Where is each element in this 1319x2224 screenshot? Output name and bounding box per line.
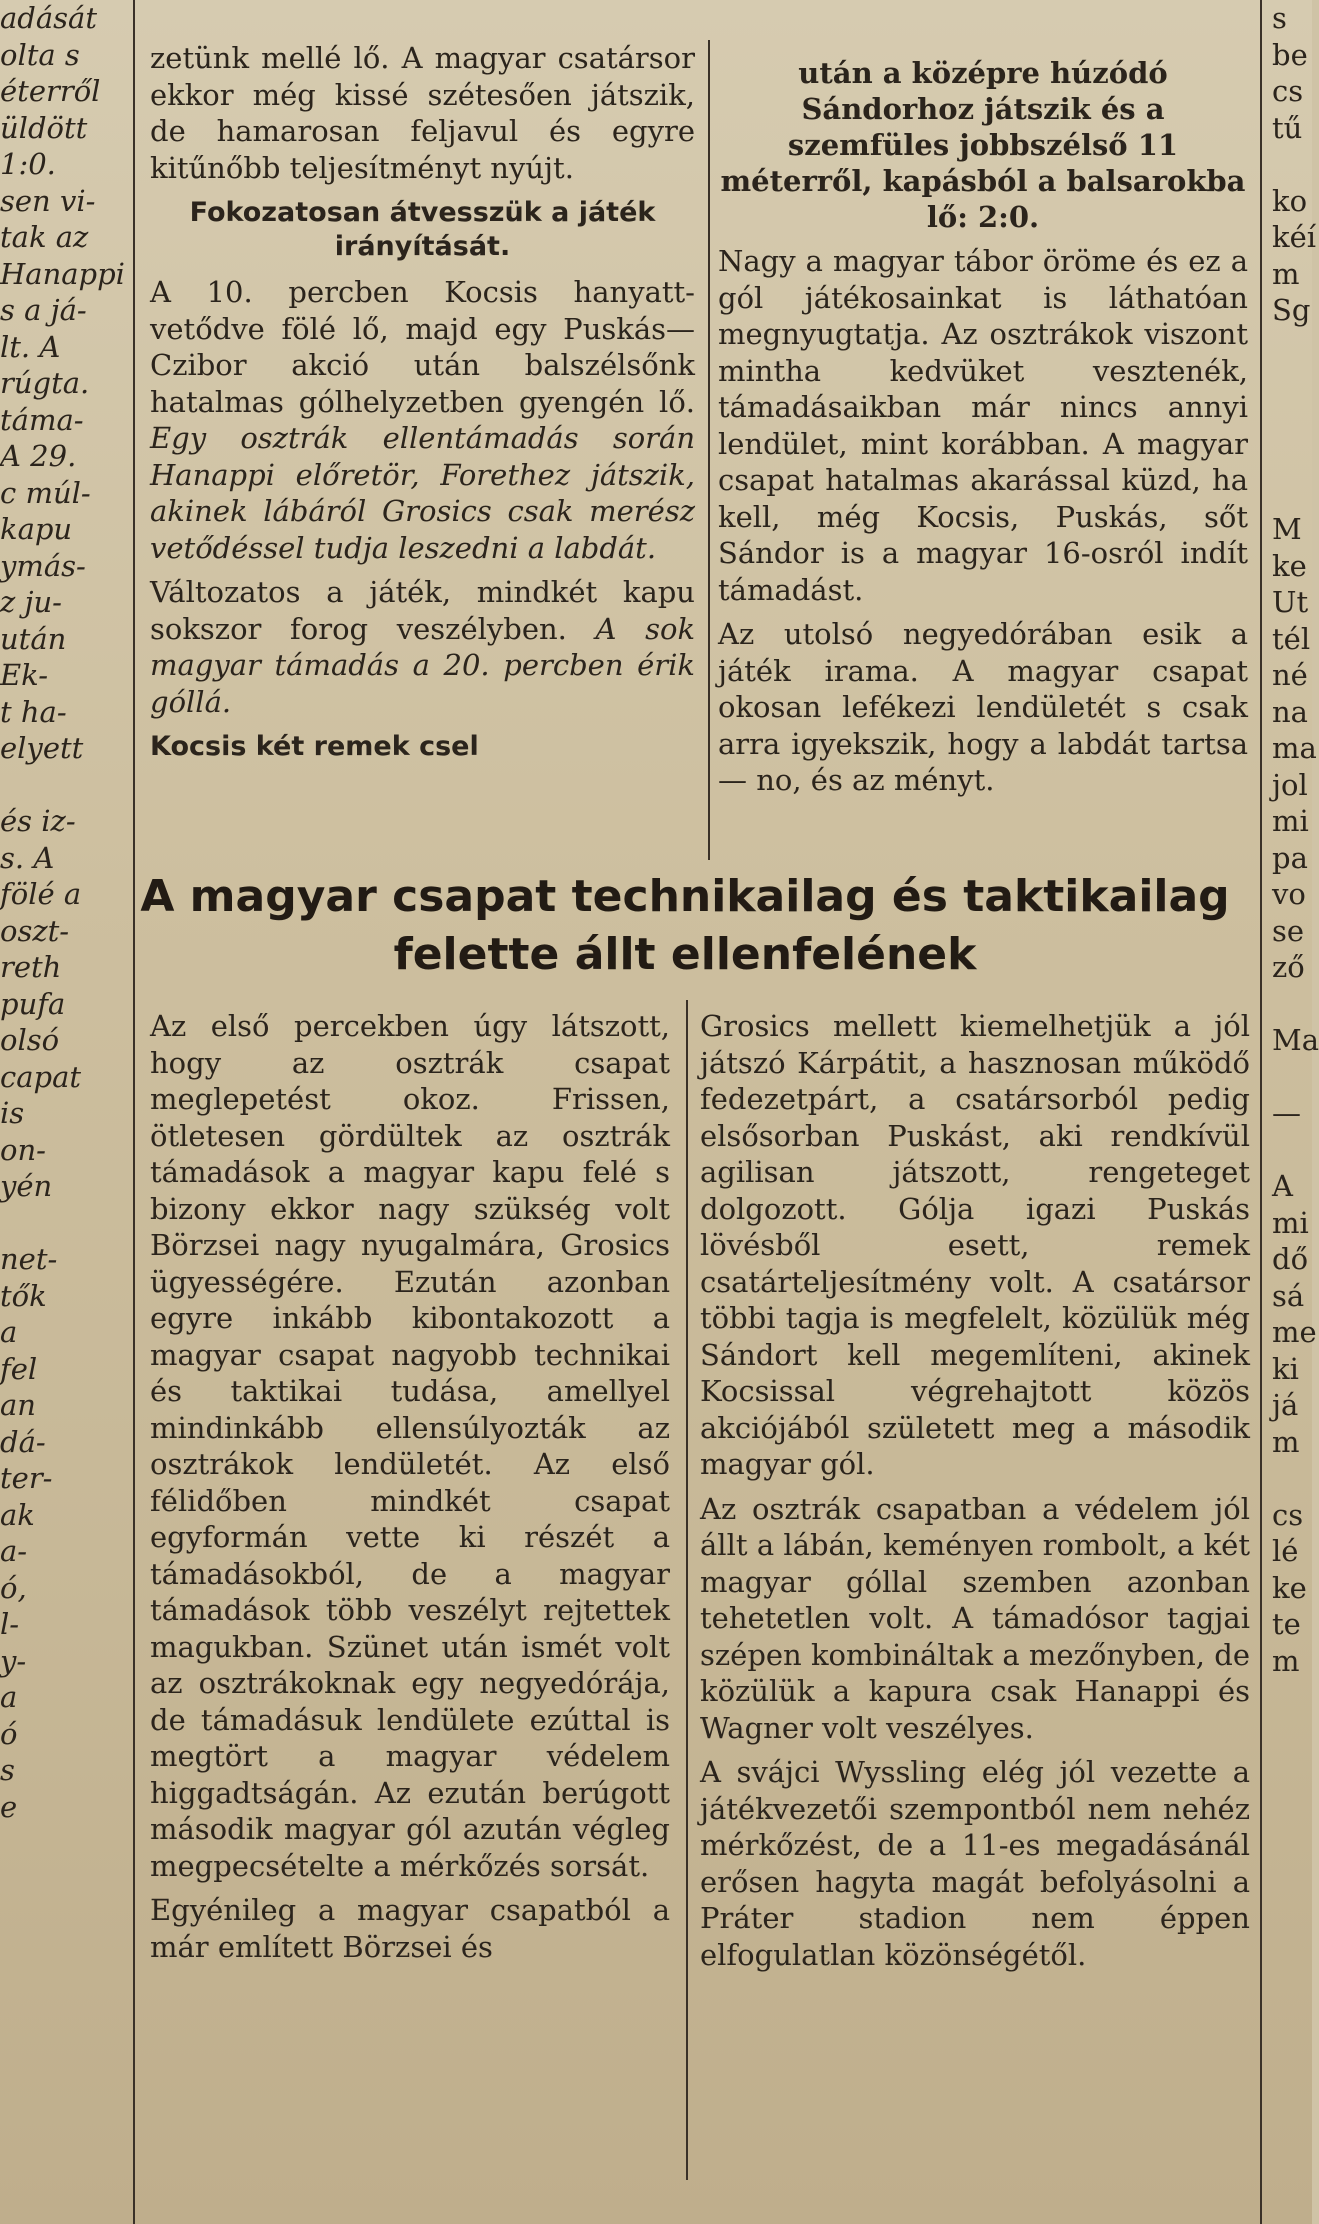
fragment-line: cs [1272,1497,1304,1532]
fragment-line: t ha- [0,694,67,729]
fragment-line: s. A [0,840,55,875]
fragment-line: jol [1272,767,1308,802]
fragment-line: ma [1272,731,1317,765]
headline-line-1: A magyar csapat technikailag és taktikailag [140,871,1230,922]
fragment-line: Ma [1272,1023,1319,1057]
fragment-line: olsó [0,1023,60,1057]
fragment-line: sen vi- [0,183,96,218]
fragment-line: m [1272,1643,1300,1678]
fragment-line: Ut [1272,585,1309,619]
paragraph [150,274,695,566]
fragment-line: is [0,1096,25,1130]
fragment-line: s a já- [0,293,87,327]
fragment-line: s [1272,1,1287,35]
paragraph: Grosics mellett kiemelhetjük a jól játszó Kárpátit, a hasznosan működő fedezetpárt, a csatársorból pedig elsősorban Puskást, aki rendkívül agilisan játszott, rengeteget dolgozott. Gólja igazi Puskás lövésből esett, remek csatárteljesítmény volt. A csatársor többi tagja is megfelelt, közülük még Sándort kell megemlíteni, akinek Kocsissal végrehajtott közös akciójából született meg a második magyar gól. [700,1009,1250,1481]
fragment-line [1272,475,1312,512]
fragment-line: — [1272,1096,1301,1130]
fragment-line: l- [0,1607,20,1641]
paragraph-text: Változatos a játék, mindkét kapu sokszor forog veszélyben. [150,575,695,646]
fragment-line: adását [0,1,97,35]
column-rule-middle-top [708,40,710,860]
fragment-line: já [1272,1388,1299,1422]
fragment-line [1272,986,1312,1023]
fragment-line [0,1205,128,1242]
paragraph-italic-text: A sok magyar támadás a 20. percben érik góllá. [150,611,696,719]
fragment-line [1272,329,1312,366]
fragment-line: Sg [1272,293,1311,327]
fragment-line: A [1272,1169,1293,1203]
fragment-line [1272,402,1312,439]
fragment-line: lé [1272,1534,1299,1568]
fragment-line: ke [1272,1570,1307,1605]
fragment-line: lt. A [0,329,61,364]
article-column-upper-right [718,55,1248,870]
fragment-line: M [1272,512,1302,546]
fragment-line: cs [1272,74,1304,108]
fragment-line: tű [1272,110,1303,145]
fragment-line: ter- [0,1461,53,1495]
fragment-line: kapu [0,512,73,546]
fragment-line: olta s [0,37,80,72]
paragraph: Nagy a magyar tábor öröme és ez a gól játékosainkat is láthatóan megnyugtatja. Az osztrákok viszont mintha kedvüket vesztenék, támadásaikban már nincs annyi lendület, mint korábban. A magyar csapat hatalmas akarással küzd, ha kell, még Kocsis, Puskás, sőt Sándor is a magyar 16-osról indít támadást. [718,244,1248,607]
fragment-line: ak [0,1497,35,1532]
fragment-line: A 29. [0,439,77,473]
fragment-line: z ju- [0,585,62,619]
right-fragment-column [1272,0,1319,2224]
fragment-line: ó [0,1716,18,1751]
fragment-line: net- [0,1242,58,1276]
paragraph: Az osztrák csapatban a védelem jól állt a lábán, keményen rombolt, a két magyar góllal szemben azonban tehetetlen volt. A támadósor tagjai szépen kombináltak a mezőnyben, de közülük a kapura csak Hanappi és Wagner volt veszélyes. [700,1491,1250,1745]
fragment-line: ke [1272,548,1307,583]
fragment-line: tők [0,1278,47,1313]
fragment-line: táma- [0,402,84,437]
headline-line-2: felette állt ellenfelének [393,929,977,980]
fragment-line: ymás- [0,548,86,583]
headline [120,868,1250,984]
paragraph [150,574,695,720]
left-fragment-column [0,0,128,2224]
fragment-line: yén [0,1169,53,1203]
fragment-line: és iz- [0,804,76,838]
subheading: Fokozatosan átvesszük a játék irányítását. [189,197,656,262]
fragment-line: tak az [0,220,89,254]
fragment-line: be [1272,37,1308,72]
fragment-line: után [0,621,67,656]
fragment-line [1272,438,1312,475]
fragment-line: reth [0,950,62,984]
fragment-line: na [1272,694,1308,729]
fragment-line: vo [1272,877,1306,911]
fragment-line: m [1272,1424,1300,1459]
fragment-line: kéí [1272,220,1317,254]
fragment-line: a- [0,1534,28,1568]
fragment-line [1272,1059,1312,1096]
fragment-line [0,1862,128,1899]
fragment-line: ki [1272,1351,1299,1386]
fragment-line [1272,365,1312,402]
fragment-line: éterről [0,74,101,108]
fragment-line: né [1272,658,1308,692]
paragraph: Az utolsó negyedórában esik a játék irama. A magyar csapat okosan lefékezi lendületét s csak arra igyekszik, hogy a labdát tartsa — no, és az ményt. [718,617,1248,797]
fragment-line: c múl- [0,475,91,510]
fragment-line: üldött [0,110,88,145]
fragment-line: ó, [0,1570,27,1605]
fragment-line [0,1825,128,1862]
article-column-upper-left [150,40,695,870]
subheading: Kocsis két remek csel [150,731,479,762]
fragment-line: an [0,1388,36,1422]
column-rule-left [133,0,135,2224]
paragraph: Egyénileg a magyar csapatból a már említett Börzsei és [150,1893,670,1964]
bold-lead-paragraph: után a középre húzódó Sándorhoz játszik és a szemfüles jobbszélső 11 méterről, kapásból a balsarokba lő: 2:0. [720,56,1246,234]
fragment-line [1272,1132,1312,1169]
column-rule-middle-bottom [686,1000,688,2180]
fragment-line: capat [0,1059,82,1094]
fragment-line: tél [1272,621,1311,656]
fragment-line: se [1272,913,1305,948]
paragraph: Az első percekben úgy látszott, hogy az osztrák csapat meglepetést okoz. Frissen, ötletesen gördültek az osztrák támadások a magyar kapu felé s bizony ekkor nagy szükség volt Börzsei nagy nyugalmára, Grosics ügyességére. Ezután azonban egyre inkább kibontakozott a magyar csapat nagyobb technikai és taktikai tudása, amellyel mindinkább ellensúlyozták az osztrákok lendületét. Az első félidőben mindkét csapat egyformán vette ki részét a támadásokból, de a magyar támadások több veszélyt rejtettek magukban. Szünet után ismét volt az osztrákoknak egy negyedórája, de támadásuk lendülete ezúttal is megtört a magyar védelem higgadtságán. Az ezután berúgott második magyar gól azután végleg megpecsételte a mérkőzés sorsát. [150,1009,670,1883]
fragment-line: rúgta. [0,366,90,400]
fragment-line: dő [1272,1242,1309,1276]
fragment-line [0,767,128,804]
fragment-line: ko [1272,183,1308,218]
fragment-line: mi [1272,804,1309,838]
fragment-line: te [1272,1607,1301,1641]
paragraph: zetünk mellé lő. A magyar csatársor ekkor még kissé szétesően játszik, de hamarosan feljavul és egyre kitűnőbb teljesítményt nyújt. [150,41,695,185]
fragment-line: a [0,1315,18,1349]
fragment-line: ző [1272,950,1305,984]
fragment-line: y- [0,1643,27,1678]
fragment-line: a [0,1680,18,1714]
column-rule-right [1260,0,1262,2224]
fragment-line: pufa [0,986,66,1021]
fragment-line: fölé a [0,877,82,911]
fragment-line: 1:0. [0,147,56,181]
fragment-line [1272,1460,1312,1497]
fragment-line: Hanappi [0,256,125,291]
fragment-line: Ek- [0,658,49,692]
fragment-line: elyett [0,731,84,765]
fragment-line: fel [0,1351,38,1386]
fragment-line: on- [0,1132,46,1167]
fragment-line: s [0,1753,15,1787]
fragment-line: m [1272,256,1300,291]
paragraph-text: A 10. percben Kocsis hanyatt-vetődve fölé lő, majd egy Puskás—Czibor akció után balszélsőnk hatalmas gólhelyzetben gyengén lő. [150,275,695,419]
article-column-lower-right [700,1008,1250,2208]
fragment-line [1272,146,1312,183]
article-column-lower-left [150,1008,670,2208]
fragment-line: oszt- [0,913,70,948]
paragraph-italic-text: Egy osztrák ellentámadás során Hanappi előretör, Forethez játszik, akinek lábáról Grosics csak merész vetődéssel tudja leszedni a labdát. [150,421,695,565]
fragment-line: pa [1272,840,1308,875]
fragment-line: e [0,1789,18,1824]
fragment-line: dá- [0,1424,46,1459]
fragment-line: sá [1272,1278,1305,1313]
paragraph: A svájci Wyssling elég jól vezette a játékvezetői szempontból nem nehéz mérkőzést, de a 11-es megadásánál erősen hagyta magát befolyásolni a Práter stadion nem éppen elfogulatlan közönségétől. [700,1755,1250,1972]
fragment-line: mi [1272,1205,1309,1240]
fragment-line: me [1272,1315,1317,1349]
